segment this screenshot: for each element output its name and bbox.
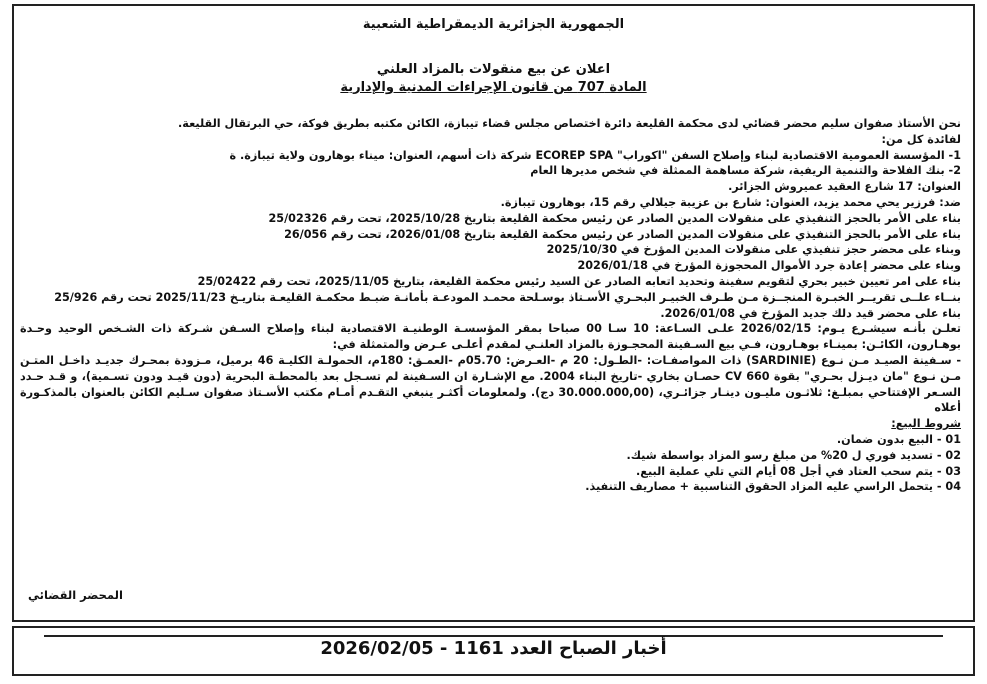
party-line: 2- بنك الفلاحة والتنمية الريفية، شركة مساهمة الممثلة في شخص مديرها العام — [530, 164, 961, 178]
announcement-paragraph: تعلـن بأنـه سيشـرع يـوم: 2026/02/15 علـى السـاعة: 10 سـا 00 صباحا بمقر المؤسسـة الوطنيـة الاقتصادية لبناء وإصلاح السـفن شـركة ذات الشـخص الوحيد وحـدة بوهـارون، الكائـن: بمينـاء بوهـارون، فـي بيع السـفينة المحجـوزة بالمزاد العلنـي لمقدم أعلـى عـرض والمتمثلة في: — [20, 322, 961, 352]
reference-line: بناء على محضر قيد دلك جديد المؤرخ في 2026/01/08. — [660, 306, 961, 320]
republic-heading: الجمهورية الجزائرية الديمقراطية الشعبية — [362, 17, 625, 32]
beneficiaries-label: لفائدة كل من: — [881, 132, 961, 146]
notice-body — [20, 116, 961, 495]
reference-line: بناء على امر تعيين خبير بحري لتقويم سفينة وتحديد اتعابه الصادر عن السيد رئيس محكمة القليعة، بتاريخ 2025/11/05، تحت رقم 25/02422 — [197, 274, 961, 288]
legal-article-reference: المادة 707 من قانون الإجراءات المدنية والإدارية — [340, 80, 647, 95]
vessel-description: - سـفينة الصيـد مـن نـوع (SARDINIE) ذات المواصفـات: -الطـول: 20 م -العـرض: 05.70م -العمـق: 180م، الحمولـة الكليـة 46 برميل، مـزودة بمحـرك جديـد داخـل المتـن مـن نـوع "مان ديـزل بحـري" بقوة CV 660 حصـان بخاري -تاريخ البناء 2004. مع الإشـارة ان السـفينة لم تسـجل بعد بالمحطـة البحرية (دون قيـد ودون تسـمية)، و قـد حـدد السـعر الإفتتاحي بمبلـغ: ثلاثـون مليـون دينـار جزائـري، (30.000.000,00 دج). ولمعلومات أكثـر ينبغي التقـدم أمـام مكتب الأسـتاذ صفوان سـليم الكائن بالعنوان بالمذكـورة أعلاه — [20, 353, 961, 415]
footer-rule — [44, 635, 943, 637]
party-line: 1- المؤسسة العمومية الاقتصادية لبناء وإصلاح السفن "اكوراب" ECOREP SPA شركة ذات أسهم، العنوان: ميناء بوهارون ولاية تيبازة. ة — [229, 148, 961, 162]
sale-conditions-title: شروط البيع: — [891, 417, 961, 431]
debtor-line: ضد: فرزير يحي محمد يزيد، العنوان: شارع بن عزيبة جيلالي رقم 15، بوهارون تيبازة. — [500, 195, 961, 209]
party-line: العنوان: 17 شارع العقيد عميروش الجزائر. — [728, 180, 961, 194]
reference-line: بنــاء علــى تقريــر الخبـرة المنجــزة مـن طـرف الخبيـر البحـري الأسـتاذ بوسـلحة محمـد المودعـة بأمانـة ضبـط محكمـة القليعـة بتاريـخ 2025/11/23 تحت رقم 25/926 — [54, 290, 961, 304]
intro-paragraph: نحن الأستاذ صفوان سليم محضر قضائي لدى محكمة القليعة دائرة اختصاص مجلس قضاء تيبازة، الكائن مكتبه بطريق فوكة، حي البرتقال القليعة. — [178, 117, 961, 130]
sale-condition: 02 - تسديد فوري ل 20% من مبلغ رسو المزاد بواسطة شيك. — [626, 448, 961, 462]
sale-condition: 04 - يتحمل الراسي عليه المزاد الحقوق التناسبية + مصاريف التنفيذ. — [585, 480, 961, 494]
bailiff-signature: المحضر القضائي — [28, 588, 123, 602]
reference-line: وبناء على محضر حجز تنفيذي على منقولات المدين المؤرخ في 2025/10/30 — [546, 243, 961, 257]
notice-title: اعلان عن بيع منقولات بالمزاد العلني — [376, 62, 611, 77]
sale-condition: 03 - يتم سحب العتاد في أجل 08 أيام التي تلي عملية البيع. — [636, 464, 961, 478]
notice-subtitle — [0, 80, 987, 95]
reference-line: بناء على الأمر بالحجز التنفيذي على منقولات المدين الصادر عن رئيس محكمة القليعة بتاريخ 2025/10/28، تحت رقم 25/02326 — [268, 211, 961, 225]
footer-frame — [12, 626, 975, 676]
sale-condition: 01 - البيع بدون ضمان. — [836, 432, 961, 446]
newspaper-issue-footer: أخبار الصباح العدد 1161 - 2026/02/05 — [320, 638, 667, 659]
reference-line: بناء على الأمر بالحجز التنفيذي على منقولات المدين الصادر عن رئيس محكمة القليعة بتاريخ 2026/01/08، تحت رقم 26/056 — [284, 227, 961, 241]
reference-line: وبناء على محضر إعادة جرد الأموال المحجوزة المؤرخ في 2026/01/18 — [577, 259, 961, 273]
